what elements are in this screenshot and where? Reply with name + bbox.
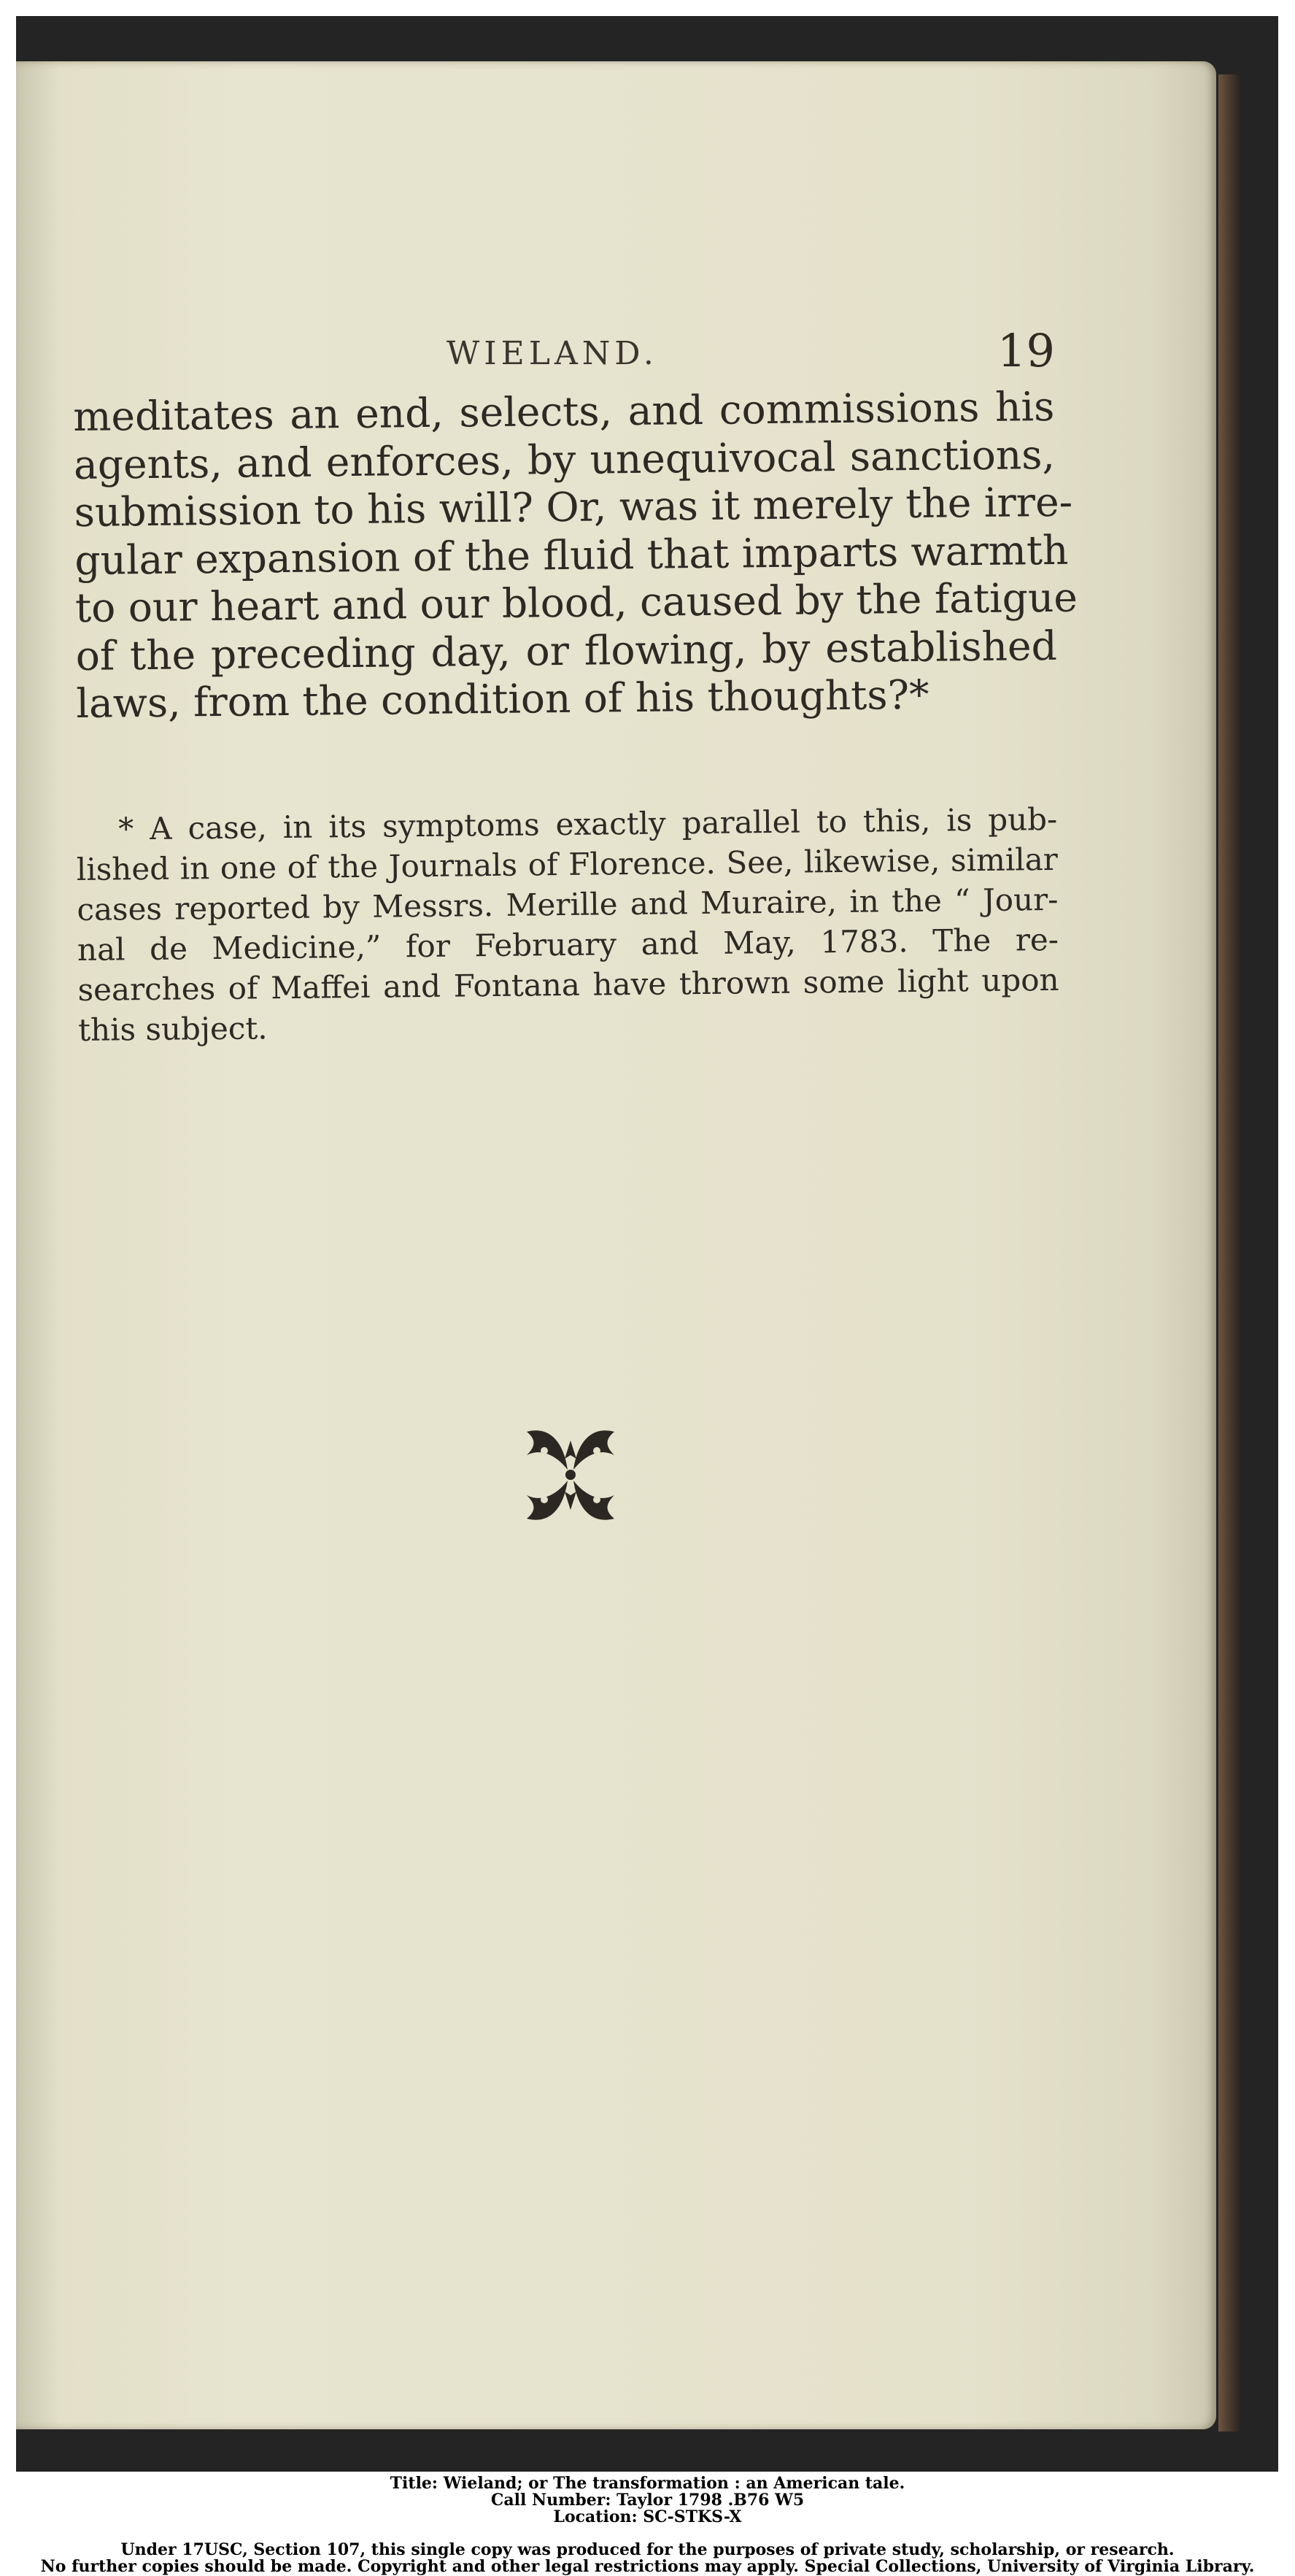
page-edge	[1218, 74, 1240, 2432]
footnote-line: searches of Maffei and Fontana have thrown some light upon	[77, 961, 1059, 1008]
footnote-line: this subject.	[77, 1010, 268, 1048]
body-line: gular expansion of the fluid that imparts warmth	[74, 526, 1069, 584]
page-number: 19	[997, 324, 1055, 377]
printer-fleuron-icon	[519, 1426, 622, 1524]
body-line: meditates an end, selects, and commissions his	[73, 382, 1055, 440]
footnote-line: cases reported by Messrs. Merille and Muraire, in the “ Jour-	[77, 881, 1059, 928]
library-caption-call-number: Call Number: Taylor 1798 .B76 W5	[490, 2491, 805, 2510]
running-head: WIELAND.	[447, 335, 658, 372]
body-line: laws, from the condition of his thoughts?*	[76, 671, 929, 727]
footnote-line: lished in one of the Journals of Florence. See, likewise, similar	[76, 841, 1059, 887]
library-caption-notice: Under 17USC, Section 107, this single copy was produced for the purposes of private study, scholarship, or research.	[120, 2540, 1175, 2559]
body-line: submission to his will? Or, was it merely the irre-	[74, 478, 1073, 536]
body-line: of the preceding day, or flowing, by established	[75, 622, 1058, 679]
book-page	[16, 61, 1216, 2429]
library-caption-notice: No further copies should be made. Copyright and other legal restrictions may apply. Special Collections, University of Virginia Library.	[40, 2557, 1255, 2576]
library-caption-location: Location: SC-STKS-X	[553, 2507, 742, 2526]
footnote-line: nal de Medicine,” for February and May, 1783. The re-	[77, 921, 1059, 968]
scan-frame	[16, 16, 1278, 2472]
body-line: agents, and enforces, by unequivocal sanctions,	[73, 431, 1056, 488]
library-caption-title: Title: Wieland; or The transformation : an American tale.	[390, 2474, 905, 2493]
footnote	[76, 799, 1059, 1050]
footnote-line: * A case, in its symptoms exactly parallel to this, is pub-	[118, 801, 1058, 847]
body-paragraph	[73, 382, 1078, 728]
body-line: to our heart and our blood, caused by the fatigue	[74, 574, 1078, 631]
